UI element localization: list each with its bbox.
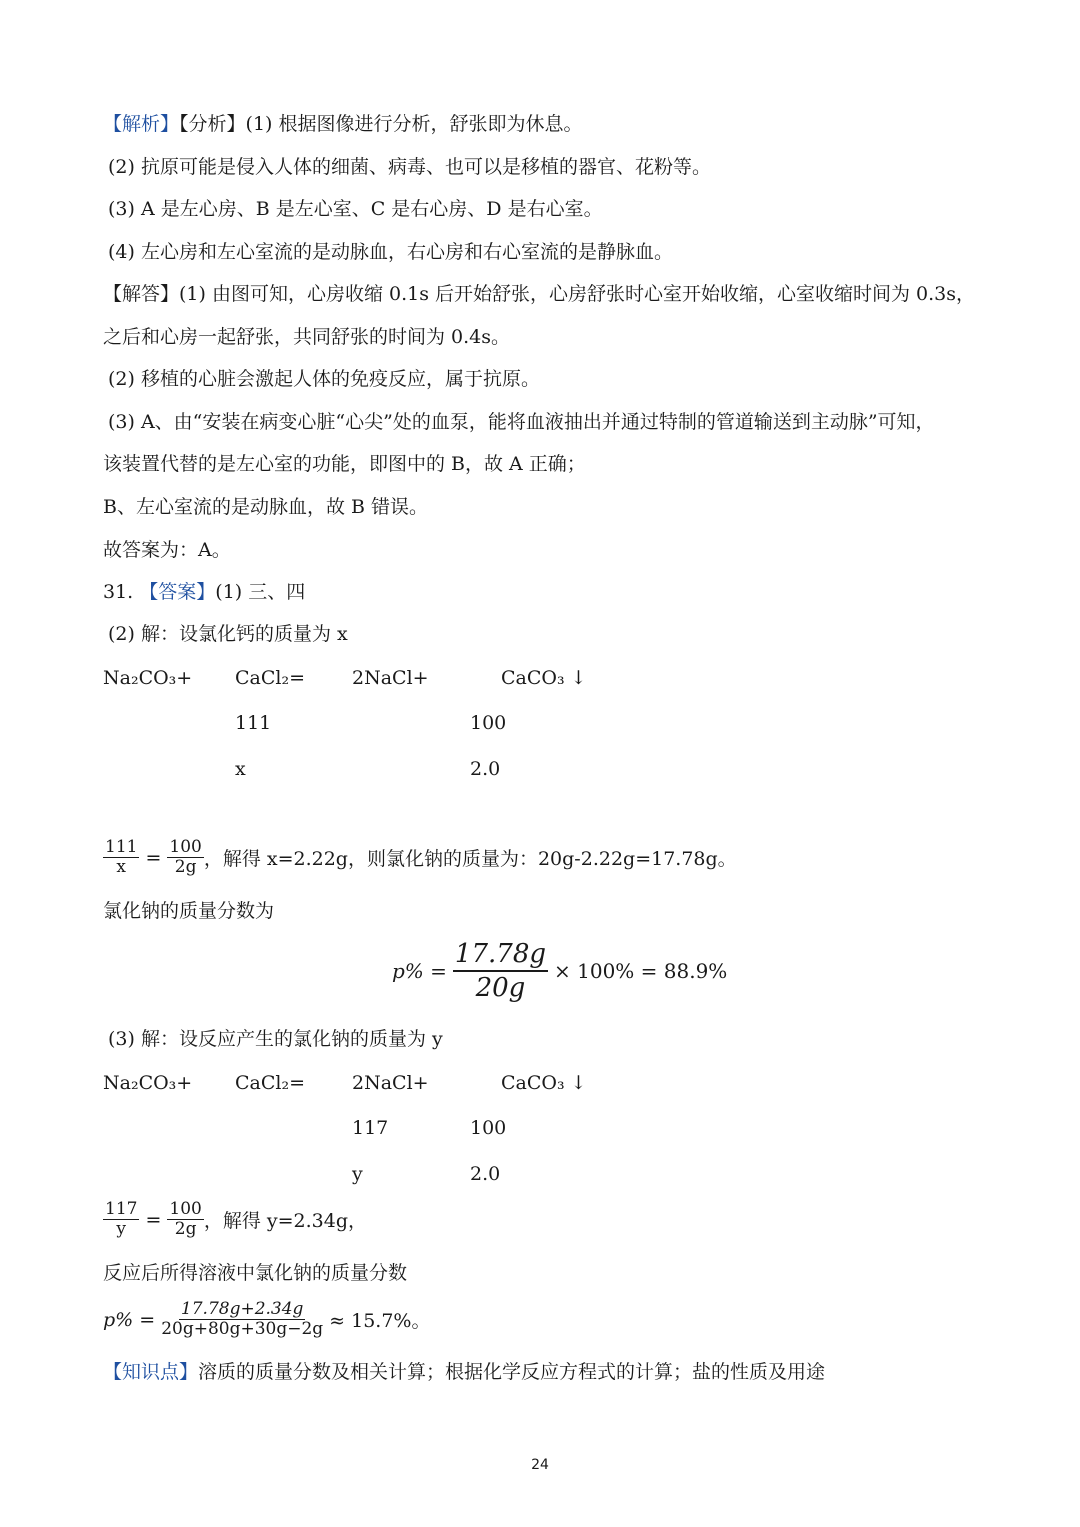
eq2-r1b: 100 — [470, 1117, 507, 1139]
fraction — [167, 1200, 203, 1239]
analysis-tag: 【解析】 — [103, 113, 180, 135]
knowledge-tag: 【知识点】 — [103, 1361, 199, 1383]
proportion-1-text: ，解得 x=2.22g，则氯化钠的质量为：20g-2.22g=17.78g。 — [203, 848, 737, 870]
formula-left: p% = — [392, 959, 447, 983]
analysis-p2: (2) 抗原可能是侵入人体的细菌、病毒、也可以是移植的器官、花粉等。 — [108, 156, 711, 178]
proportion-2-text: ，解得 y=2.34g， — [203, 1210, 367, 1232]
knowledge-line — [103, 1359, 825, 1385]
eq2-cacl2: CaCl₂= — [235, 1072, 306, 1094]
analysis-p3: (3) A 是左心房、B 是左心室、C 是右心房、D 是右心室。 — [108, 198, 603, 220]
fraction — [167, 838, 203, 877]
proportion-1 — [103, 838, 737, 877]
formula-right: × 100% = 88.9% — [554, 959, 728, 983]
equals: = — [145, 1208, 162, 1231]
fraction — [103, 838, 139, 877]
eq1-cacl2: CaCl₂= — [235, 667, 306, 689]
knowledge-text: 溶质的质量分数及相关计算；根据化学反应方程式的计算；盐的性质及用途 — [198, 1361, 826, 1383]
eq2-r1a: 117 — [352, 1117, 389, 1139]
frac-den: y — [116, 1219, 127, 1239]
frac-den: 20g+80g+30g−2g — [161, 1319, 324, 1339]
q31-p2: (2) 解：设氯化钙的质量为 x — [108, 623, 348, 645]
fraction — [161, 1300, 323, 1339]
page-number: 24 — [531, 1457, 549, 1473]
frac-num: 100 — [169, 1199, 202, 1219]
eq1-r2b: 2.0 — [470, 758, 501, 780]
answer-p3a: (3) A、由“安装在病变心脏“心尖”处的血泵，能将血液抽出并通过特制的管道输送到主动脉”可知， — [108, 411, 935, 433]
eq2-nacl: 2NaCl+ — [352, 1072, 429, 1094]
fraction — [453, 938, 548, 1004]
answer-p1b: 之后和心房一起舒张，共同舒张的时间为 0.4s。 — [103, 326, 511, 348]
eq2-na2co3: Na₂CO₃+ — [103, 1072, 193, 1094]
formula-right: ≈ 15.7%。 — [329, 1310, 431, 1332]
eq1-r2a: x — [235, 758, 246, 780]
frac-den: 2g — [174, 857, 197, 877]
frac-num: 117 — [105, 1199, 138, 1219]
eq1-r1b: 100 — [470, 712, 507, 734]
fenxi-tag: 【分析】 — [179, 113, 246, 135]
analysis-p4: (4) 左心房和左心室流的是动脉血，右心房和右心室流的是静脉血。 — [108, 241, 673, 263]
eq2-r2b: 2.0 — [470, 1163, 501, 1185]
eq2-r2a: y — [352, 1163, 363, 1185]
q31-p3: (3) 解：设反应产生的氯化钠的质量为 y — [108, 1028, 443, 1050]
eq1-r1a: 111 — [235, 712, 272, 734]
answer-p2: (2) 移植的心脏会激起人体的免疫反应，属于抗原。 — [108, 368, 540, 390]
q31-solution-label: 反应后所得溶液中氯化钠的质量分数 — [103, 1262, 408, 1284]
frac-den: 20g — [475, 973, 526, 1003]
q31-number: 31. — [103, 581, 140, 603]
answer-p3c: B、左心室流的是动脉血，故 B 错误。 — [103, 496, 429, 518]
eq2-caco3: CaCO₃ ↓ — [501, 1072, 587, 1094]
q31-line-1 — [103, 579, 305, 605]
q31-answer-tag: 【答案】 — [139, 581, 216, 603]
mass-fraction-formula — [392, 938, 727, 1004]
frac-den: 2g — [174, 1219, 197, 1239]
frac-num: 17.78g+2.34g — [180, 1299, 304, 1319]
frac-num: 111 — [105, 837, 138, 857]
eq1-caco3: CaCO₃ ↓ — [501, 667, 587, 689]
proportion-2 — [103, 1200, 367, 1239]
q31-p1: (1) 三、四 — [215, 581, 306, 603]
fraction — [103, 1200, 139, 1239]
analysis-p1: (1) 根据图像进行分析，舒张即为休息。 — [245, 113, 583, 135]
solution-fraction-formula — [103, 1300, 431, 1339]
answer-p1a: (1) 由图可知，心房收缩 0.1s 后开始舒张，心房舒张时心室开始收缩，心室收缩时间为 0.3s， — [179, 283, 976, 305]
equals: = — [145, 846, 162, 869]
q31-mass-fraction-label: 氯化钠的质量分数为 — [103, 900, 275, 922]
eq1-nacl: 2NaCl+ — [352, 667, 429, 689]
formula-left: p% = — [103, 1308, 156, 1331]
frac-num: 17.78g — [453, 938, 548, 972]
analysis-line-1 — [103, 111, 583, 137]
eq1-na2co3: Na₂CO₃+ — [103, 667, 193, 689]
frac-den: x — [116, 857, 127, 877]
answer-p3b: 该装置代替的是左心室的功能，即图中的 B，故 A 正确； — [103, 453, 586, 475]
answer-p3d: 故答案为：A。 — [103, 539, 231, 561]
frac-num: 100 — [169, 837, 202, 857]
answer-tag: 【解答】 — [103, 283, 180, 305]
answer-line-1 — [103, 281, 975, 307]
